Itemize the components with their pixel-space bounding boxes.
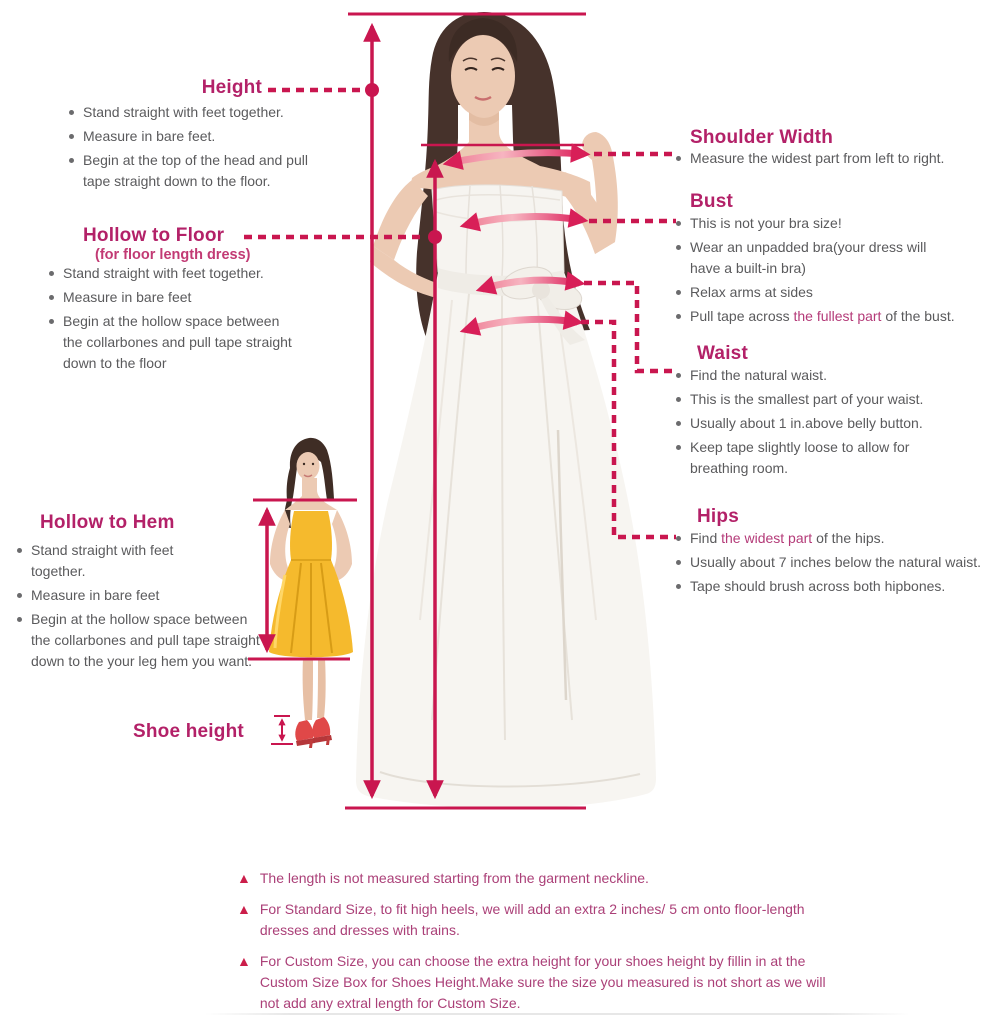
section-waist-title-wrap xyxy=(697,343,748,366)
bullet-item: Measure the widest part from left to right. xyxy=(673,148,983,169)
hollow-to-floor-anchor-dot xyxy=(428,230,442,244)
hips-bullets xyxy=(673,528,983,600)
height-anchor-dot xyxy=(365,83,379,97)
face xyxy=(451,35,515,117)
bust-bullets xyxy=(673,213,988,330)
bullet-item: Usually about 1 in.above belly button. xyxy=(673,413,973,434)
warning-triangle-icon: ▲ xyxy=(237,953,251,969)
height-bullets xyxy=(66,102,312,195)
bullet-item: Usually about 7 inches below the natural waist. xyxy=(673,552,982,573)
hollow-to-floor-subtitle: (for floor length dress) xyxy=(95,247,251,263)
bullet-item: Stand straight with feet together. xyxy=(46,263,296,284)
bullet-item: Begin at the top of the head and pull tape straight down to the floor. xyxy=(66,150,312,192)
shoulder-width-title: Shoulder Width xyxy=(690,127,833,148)
shoe-height-label: Shoe height xyxy=(133,721,244,742)
bullet-text: Pull tape across xyxy=(690,308,794,324)
small-model-illustration xyxy=(269,438,353,748)
left-eye xyxy=(303,463,305,465)
right-eye xyxy=(312,463,314,465)
section-hollow-to-floor-title-wrap xyxy=(83,225,250,264)
right-leg xyxy=(317,658,326,718)
bullet-item: Relax arms at sides xyxy=(673,282,988,303)
bullet-text: of the hips. xyxy=(812,530,885,546)
note-item xyxy=(237,899,837,941)
hollow-to-floor-bullets xyxy=(46,263,296,377)
section-height-title-wrap xyxy=(86,77,262,99)
note-text: The length is not measured starting from the garment neckline. xyxy=(259,870,649,886)
section-hollow-to-hem-title-wrap xyxy=(40,512,175,534)
note-item xyxy=(237,868,837,889)
hips-title: Hips xyxy=(697,506,739,527)
dress-bodice xyxy=(432,185,564,278)
waist-leader xyxy=(584,283,676,371)
section-bust-title-wrap xyxy=(690,191,733,214)
main-model-illustration xyxy=(356,12,656,809)
bullet-item: Tape should brush across both hipbones. xyxy=(673,576,983,597)
note-item xyxy=(237,951,837,1014)
height-title: Height xyxy=(201,77,262,98)
bullet-item: Wear an unpadded bra(your dress will have a built-in bra) xyxy=(673,237,960,279)
bullet-item xyxy=(673,528,983,549)
warning-triangle-icon: ▲ xyxy=(237,901,251,917)
hollow-to-hem-title: Hollow to Hem xyxy=(40,512,175,533)
section-hips-title-wrap xyxy=(697,506,739,529)
dress-skirt xyxy=(356,272,656,809)
right-shoe xyxy=(312,717,330,738)
highlighted-text: the fullest part xyxy=(793,308,882,324)
bullet-item: Measure in bare feet xyxy=(14,585,264,606)
notes-list xyxy=(237,868,837,1024)
bottom-divider xyxy=(205,1013,910,1015)
highlighted-text: the widest part xyxy=(721,530,813,546)
left-shoe xyxy=(295,720,313,741)
section-shoulder-width-title-wrap xyxy=(690,127,833,150)
bullet-item: Keep tape slightly loose to allow for breathing room. xyxy=(673,437,950,479)
bullet-text: Find xyxy=(690,530,722,546)
bullet-item: Find the natural waist. xyxy=(673,365,973,386)
bullet-item xyxy=(673,306,988,327)
hollow-to-floor-title: Hollow to Floor xyxy=(83,225,225,246)
hollow-to-hem-bullets xyxy=(14,540,264,675)
yellow-dress-bodice xyxy=(290,511,332,560)
bullet-item: This is not your bra size! xyxy=(673,213,988,234)
bullet-item: Stand straight with feet together. xyxy=(14,540,201,582)
note-text: For Custom Size, you can choose the extra height for your shoes height by fillin in at the Custom Size Box for Shoes Height.Make sure the size you measured is not short as we will not add any extral length for Custom Size. xyxy=(259,953,826,1011)
bullet-item: Begin at the hollow space between the collarbones and pull tape straight down to the your leg hem you want. xyxy=(14,609,264,672)
bullet-item: Begin at the hollow space between the collarbones and pull tape straight down to the floor xyxy=(46,311,296,374)
bullet-item: Measure in bare feet xyxy=(46,287,296,308)
waist-bullets xyxy=(673,365,973,482)
bullet-text: of the bust. xyxy=(881,308,955,324)
note-text: For Standard Size, to fit high heels, we will add an extra 2 inches/ 5 cm onto floor-length dresses and dresses with trains. xyxy=(259,901,805,938)
shoulder-width-bullets xyxy=(673,148,983,172)
bullet-item: This is the smallest part of your waist. xyxy=(673,389,973,410)
left-leg xyxy=(303,658,313,720)
bullet-item: Measure in bare feet. xyxy=(66,126,312,147)
bullet-item: Stand straight with feet together. xyxy=(66,102,312,123)
shoe-height-measure xyxy=(271,716,293,744)
warning-triangle-icon: ▲ xyxy=(237,870,251,886)
waist-title: Waist xyxy=(697,343,748,364)
shoe-height-label-wrap xyxy=(133,721,244,743)
bust-title: Bust xyxy=(690,191,734,212)
